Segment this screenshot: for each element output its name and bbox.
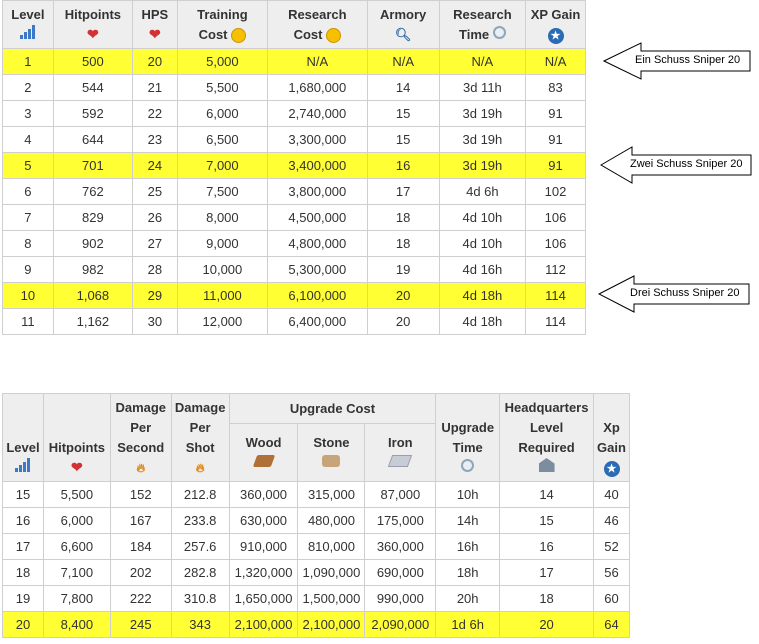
col-level: Level [3, 1, 54, 49]
table-cell: 19 [3, 586, 44, 612]
table-cell: 1,650,000 [229, 586, 298, 612]
col-xp-gain: Xp Gain ★ [594, 394, 630, 482]
table-cell: 14h [436, 508, 500, 534]
table-cell: 20 [133, 49, 178, 75]
table-cell: N/A [439, 49, 525, 75]
table-cell: 91 [526, 153, 586, 179]
table-cell: 1,500,000 [298, 586, 365, 612]
table-cell: 15 [367, 101, 439, 127]
table-cell: 592 [53, 101, 132, 127]
table-cell: 23 [133, 127, 178, 153]
table-cell: 282.8 [171, 560, 229, 586]
table-row [3, 283, 586, 309]
table-cell: 4d 10h [439, 231, 525, 257]
table-cell: 1,068 [53, 283, 132, 309]
col-research-cost: Research Cost [268, 1, 368, 49]
callout-three-shots-label: Drei Schuss Sniper 20 [630, 287, 740, 299]
table-cell: 167 [110, 508, 171, 534]
heart-icon: ❤ [70, 459, 83, 475]
table-cell: 1,320,000 [229, 560, 298, 586]
table-cell: 114 [526, 283, 586, 309]
table-cell: 25 [133, 179, 178, 205]
table-cell: 2,740,000 [268, 101, 368, 127]
table-cell: 20 [3, 612, 44, 638]
table-cell: 114 [526, 309, 586, 335]
table-cell: 106 [526, 205, 586, 231]
table-cell: 17 [367, 179, 439, 205]
upgrade-stats-table [2, 393, 630, 638]
table-cell: 9 [3, 257, 54, 283]
table-row [3, 309, 586, 335]
table-cell: 9,000 [177, 231, 267, 257]
table-cell: 19 [367, 257, 439, 283]
table-cell: 24 [133, 153, 178, 179]
table-row [3, 534, 630, 560]
table-cell: 4d 6h [439, 179, 525, 205]
table-cell: 17 [500, 560, 594, 586]
table-cell: 87,000 [365, 482, 436, 508]
table-cell: 30 [133, 309, 178, 335]
table-cell: 233.8 [171, 508, 229, 534]
table-cell: 6,000 [177, 101, 267, 127]
table-cell: 5 [3, 153, 54, 179]
table-cell: 7,100 [43, 560, 110, 586]
table-cell: N/A [526, 49, 586, 75]
table-cell: 102 [526, 179, 586, 205]
table-cell: 8 [3, 231, 54, 257]
callout-two-shots [600, 146, 752, 184]
table-cell: 480,000 [298, 508, 365, 534]
table-cell: 20 [367, 283, 439, 309]
table-cell: 690,000 [365, 560, 436, 586]
table-cell: 91 [526, 127, 586, 153]
table-cell: 1,162 [53, 309, 132, 335]
table-cell: 810,000 [298, 534, 365, 560]
table-cell: 5,500 [177, 75, 267, 101]
table-cell: 52 [594, 534, 630, 560]
table-cell: 3d 19h [439, 127, 525, 153]
table-cell: 16h [436, 534, 500, 560]
callout-one-shot [603, 42, 751, 80]
table-cell: 4d 18h [439, 309, 525, 335]
table-cell: 6 [3, 179, 54, 205]
star-badge-icon: ★ [548, 28, 564, 44]
table-cell: 6,000 [43, 508, 110, 534]
table-cell: 40 [594, 482, 630, 508]
table-cell: 15 [3, 482, 44, 508]
table-cell: 245 [110, 612, 171, 638]
callout-two-shots-label: Zwei Schuss Sniper 20 [630, 158, 743, 170]
table-row [3, 586, 630, 612]
table-cell: 3d 11h [439, 75, 525, 101]
table-row [3, 482, 630, 508]
col-hitpoints: Hitpoints ❤ [43, 394, 110, 482]
table-cell: 10h [436, 482, 500, 508]
table-cell: 2,100,000 [229, 612, 298, 638]
table-cell: 2 [3, 75, 54, 101]
col-hps: HPS ❤ [133, 1, 178, 49]
table-cell: 175,000 [365, 508, 436, 534]
table-row [3, 49, 586, 75]
table-cell: 91 [526, 101, 586, 127]
table-cell: 202 [110, 560, 171, 586]
table-cell: 18 [500, 586, 594, 612]
table-cell: 762 [53, 179, 132, 205]
callout-three-shots [598, 275, 750, 313]
stopwatch-icon [493, 26, 506, 39]
table-cell: 8,000 [177, 205, 267, 231]
table-cell: 15 [367, 127, 439, 153]
table-cell: 16 [367, 153, 439, 179]
table-cell: 500 [53, 49, 132, 75]
table-cell: 7,800 [43, 586, 110, 612]
table-cell: 4d 16h [439, 257, 525, 283]
table-row [3, 205, 586, 231]
table-cell: 10,000 [177, 257, 267, 283]
table-cell: 17 [3, 534, 44, 560]
table-cell: 360,000 [229, 482, 298, 508]
sniper-stats-table [2, 0, 586, 335]
stopwatch-icon [461, 459, 474, 472]
flame-icon: 🔥︎ [136, 461, 146, 475]
table-cell: 4,800,000 [268, 231, 368, 257]
table-cell: 360,000 [365, 534, 436, 560]
table-cell: 20h [436, 586, 500, 612]
table-row [3, 153, 586, 179]
table-cell: 28 [133, 257, 178, 283]
col-hitpoints: Hitpoints ❤ [53, 1, 132, 49]
table-cell: 11,000 [177, 283, 267, 309]
table-cell: 16 [500, 534, 594, 560]
coin-icon [231, 28, 246, 43]
table-cell: 14 [367, 75, 439, 101]
table-cell: 3,400,000 [268, 153, 368, 179]
table-cell: 3 [3, 101, 54, 127]
callout-one-shot-label: Ein Schuss Sniper 20 [635, 54, 741, 66]
table-cell: 902 [53, 231, 132, 257]
table-cell: 910,000 [229, 534, 298, 560]
table-row [3, 127, 586, 153]
table-cell: 6,600 [43, 534, 110, 560]
table-cell: 2,100,000 [298, 612, 365, 638]
col-training-cost: Training Cost [177, 1, 267, 49]
table-cell: 544 [53, 75, 132, 101]
table-cell: 982 [53, 257, 132, 283]
table-cell: 4d 10h [439, 205, 525, 231]
magnifier-icon: 🔍︎ [394, 26, 412, 42]
table-cell: 257.6 [171, 534, 229, 560]
table-row [3, 231, 586, 257]
col-level: Level [3, 394, 44, 482]
col-research-time: Research Time [439, 1, 525, 49]
table-cell: 20 [367, 309, 439, 335]
table-cell: 315,000 [298, 482, 365, 508]
col-upgrade-cost: Upgrade Cost [229, 394, 436, 424]
table-row [3, 257, 586, 283]
table-cell: 3d 19h [439, 153, 525, 179]
table-cell: 3,800,000 [268, 179, 368, 205]
signal-bars-icon [15, 458, 30, 472]
table-row [3, 179, 586, 205]
table-cell: 8,400 [43, 612, 110, 638]
table-cell: 12,000 [177, 309, 267, 335]
table-cell: 18 [367, 231, 439, 257]
table-cell: N/A [367, 49, 439, 75]
table-cell: N/A [268, 49, 368, 75]
table-cell: 310.8 [171, 586, 229, 612]
table-cell: 21 [133, 75, 178, 101]
table-row [3, 560, 630, 586]
wood-plank-icon [252, 455, 274, 467]
table-cell: 26 [133, 205, 178, 231]
table-cell: 7,000 [177, 153, 267, 179]
flame-icon: 🔥︎ [195, 461, 205, 475]
col-wood: Wood [229, 424, 298, 482]
headquarters-icon [539, 458, 555, 472]
table-cell: 222 [110, 586, 171, 612]
col-hq-level-required: Headquarters Level Required [500, 394, 594, 482]
table-cell: 11 [3, 309, 54, 335]
table-cell: 152 [110, 482, 171, 508]
table-cell: 1 [3, 49, 54, 75]
table-cell: 829 [53, 205, 132, 231]
table-cell: 5,500 [43, 482, 110, 508]
heart-icon: ❤ [87, 25, 99, 42]
table-row [3, 508, 630, 534]
table-cell: 16 [3, 508, 44, 534]
table-cell: 18h [436, 560, 500, 586]
signal-bars-icon [20, 25, 35, 39]
col-armory: Armory 🔍︎ [367, 1, 439, 49]
iron-bar-icon [388, 455, 412, 467]
table-cell: 60 [594, 586, 630, 612]
table-cell: 4 [3, 127, 54, 153]
table-cell: 22 [133, 101, 178, 127]
table-cell: 343 [171, 612, 229, 638]
table-cell: 212.8 [171, 482, 229, 508]
table-cell: 6,500 [177, 127, 267, 153]
col-damage-per-second: Damage Per Second 🔥︎ [110, 394, 171, 482]
table-cell: 18 [367, 205, 439, 231]
table-cell: 56 [594, 560, 630, 586]
table-cell: 630,000 [229, 508, 298, 534]
table-cell: 83 [526, 75, 586, 101]
table-cell: 5,300,000 [268, 257, 368, 283]
table-cell: 1d 6h [436, 612, 500, 638]
table-cell: 64 [594, 612, 630, 638]
table-cell: 4,500,000 [268, 205, 368, 231]
table-cell: 29 [133, 283, 178, 309]
table-cell: 990,000 [365, 586, 436, 612]
table-cell: 4d 18h [439, 283, 525, 309]
table-cell: 15 [500, 508, 594, 534]
table-cell: 14 [500, 482, 594, 508]
table-cell: 5,000 [177, 49, 267, 75]
table-cell: 3d 19h [439, 101, 525, 127]
table-cell: 644 [53, 127, 132, 153]
table-cell: 1,090,000 [298, 560, 365, 586]
table-cell: 10 [3, 283, 54, 309]
table-cell: 18 [3, 560, 44, 586]
table-row [3, 75, 586, 101]
table-cell: 106 [526, 231, 586, 257]
col-stone: Stone [298, 424, 365, 482]
table-row [3, 101, 586, 127]
col-xp-gain: XP Gain ★ [526, 1, 586, 49]
table-cell: 7,500 [177, 179, 267, 205]
table-cell: 27 [133, 231, 178, 257]
table-cell: 7 [3, 205, 54, 231]
table-cell: 1,680,000 [268, 75, 368, 101]
table-cell: 6,400,000 [268, 309, 368, 335]
col-upgrade-time: Upgrade Time [436, 394, 500, 482]
star-badge-icon: ★ [604, 461, 620, 477]
heart-icon: ❤ [148, 25, 161, 42]
table-cell: 701 [53, 153, 132, 179]
table-cell: 3,300,000 [268, 127, 368, 153]
coin-icon [326, 28, 341, 43]
table-cell: 2,090,000 [365, 612, 436, 638]
col-damage-per-shot: Damage Per Shot 🔥︎ [171, 394, 229, 482]
table-cell: 112 [526, 257, 586, 283]
table-cell: 20 [500, 612, 594, 638]
table-cell: 6,100,000 [268, 283, 368, 309]
table-row [3, 612, 630, 638]
table-cell: 46 [594, 508, 630, 534]
stone-block-icon [322, 455, 340, 467]
table-cell: 184 [110, 534, 171, 560]
col-iron: Iron [365, 424, 436, 482]
